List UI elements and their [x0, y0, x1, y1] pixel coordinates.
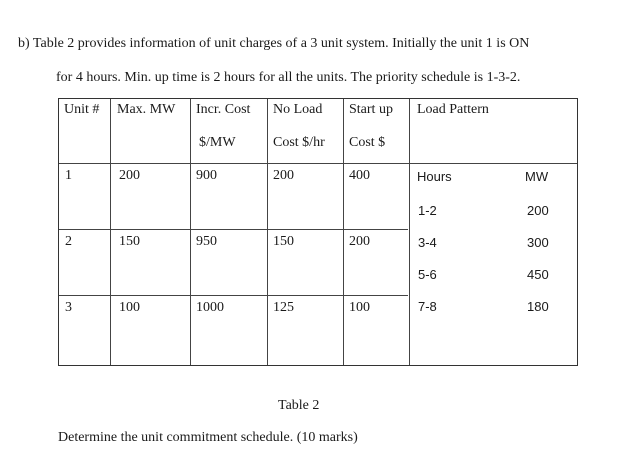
row1-incr-cost: 900 — [196, 168, 217, 183]
table-row-divider — [59, 295, 408, 296]
header-startup-unit: Cost $ — [349, 135, 386, 150]
load-pattern-hours: 1-2 — [418, 203, 437, 218]
table-column-divider — [343, 99, 344, 365]
row2-max-mw: 150 — [119, 234, 140, 249]
row3-startup: 100 — [349, 300, 370, 315]
header-load-pattern: Load Pattern — [417, 102, 489, 117]
header-no-load-unit: Cost $/hr — [273, 135, 325, 150]
table-row-divider — [59, 229, 408, 230]
load-pattern-mw-label: MW — [525, 169, 549, 184]
task-instruction: Determine the unit commitment schedule. (10 marks) — [58, 430, 358, 445]
header-startup: Start up — [349, 102, 393, 117]
load-pattern-hours: 3-4 — [418, 235, 437, 250]
load-pattern-hours: 5-6 — [418, 267, 437, 282]
header-no-load: No Load — [273, 102, 323, 117]
row3-max-mw: 100 — [119, 300, 140, 315]
row2-incr-cost: 950 — [196, 234, 217, 249]
load-pattern-mw: 180 — [527, 299, 549, 314]
table-header-divider — [59, 163, 577, 164]
table-caption: Table 2 — [278, 398, 320, 413]
row1-startup: 400 — [349, 168, 370, 183]
row3-incr-cost: 1000 — [196, 300, 224, 315]
question-text-line-1: b) Table 2 provides information of unit charges of a 3 unit system. Initially the unit 1 is ON — [18, 36, 530, 51]
unit-charges-table — [58, 98, 578, 366]
header-incr-cost-unit: $/MW — [199, 135, 236, 150]
load-pattern-mw: 200 — [527, 203, 549, 218]
row2-unit: 2 — [65, 234, 72, 249]
table-column-divider — [409, 99, 410, 365]
header-unit: Unit # — [64, 102, 100, 117]
row3-no-load: 125 — [273, 300, 294, 315]
question-text-line-2: for 4 hours. Min. up time is 2 hours for all the units. The priority schedule is 1-3-2. — [56, 70, 521, 85]
header-max-mw: Max. MW — [117, 102, 176, 117]
row2-no-load: 150 — [273, 234, 294, 249]
row1-no-load: 200 — [273, 168, 294, 183]
load-pattern-hours-label: Hours — [417, 169, 452, 184]
table-column-divider — [267, 99, 268, 365]
table-column-divider — [110, 99, 111, 365]
row2-startup: 200 — [349, 234, 370, 249]
load-pattern-mw: 450 — [527, 267, 549, 282]
table-column-divider — [190, 99, 191, 365]
load-pattern-mw: 300 — [527, 235, 549, 250]
header-incr-cost: Incr. Cost — [196, 102, 251, 117]
load-pattern-hours: 7-8 — [418, 299, 437, 314]
row1-max-mw: 200 — [119, 168, 140, 183]
row1-unit: 1 — [65, 168, 72, 183]
row3-unit: 3 — [65, 300, 72, 315]
